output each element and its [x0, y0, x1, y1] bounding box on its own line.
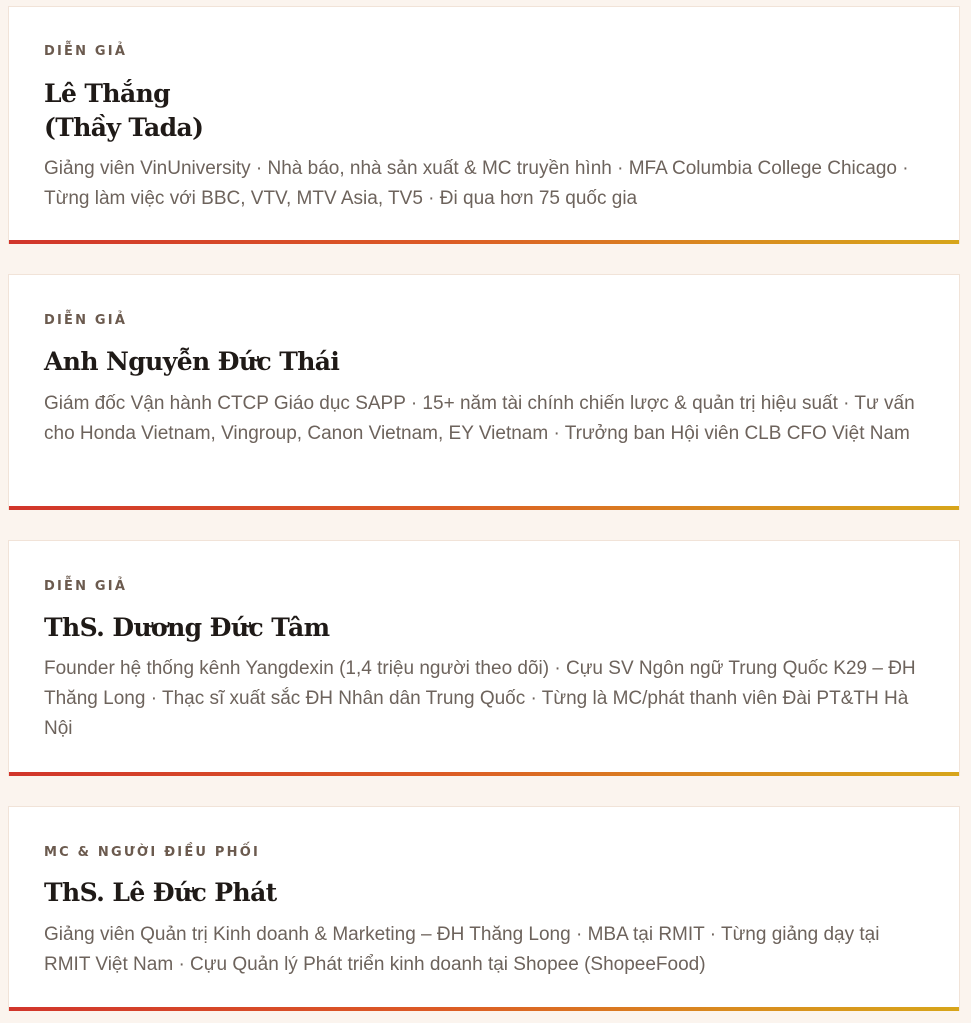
accent-bar [9, 772, 959, 776]
speaker-bio: Founder hệ thống kênh Yangdexin (1,4 triệu người theo dõi) · Cựu SV Ngôn ngữ Trung Quốc K29 – ĐH Thăng Long · Thạc sĩ xuất sắc ĐH Nhân dân Trung Quốc · Từng là MC/phát thanh viên Đài PT&TH Hà Nội [44, 658, 916, 739]
speaker-role: DIỄN GIẢ [44, 579, 128, 594]
speaker-card [8, 274, 960, 510]
speaker-bio: Giám đốc Vận hành CTCP Giáo dục SAPP · 15+ năm tài chính chiến lược & quản trị hiệu suất · Tư vấn cho Honda Vietnam, Vingroup, Canon Vietnam, EY Vietnam · Trưởng ban Hội viên CLB CFO Việt Nam [44, 393, 915, 444]
accent-bar [9, 1007, 959, 1011]
speaker-name: ThS. Dương Đức Tâm [44, 613, 330, 642]
speaker-role: DIỄN GIẢ [44, 44, 128, 59]
speaker-bio: Giảng viên Quản trị Kinh doanh & Marketing – ĐH Thăng Long · MBA tại RMIT · Từng giảng dạy tại RMIT Việt Nam · Cựu Quản lý Phát triển kinh doanh tại Shopee (ShopeeFood) [44, 924, 880, 975]
accent-bar [9, 506, 959, 510]
speaker-role: DIỄN GIẢ [44, 313, 128, 328]
speaker-name: Lê Thắng (Thầy Tada) [44, 79, 204, 142]
speaker-role: MC & NGƯỜI ĐIỀU PHỐI [44, 845, 260, 860]
speaker-name: Anh Nguyễn Đức Thái [44, 347, 340, 376]
accent-bar [9, 240, 959, 244]
speaker-bio: Giảng viên VinUniversity · Nhà báo, nhà sản xuất & MC truyền hình · MFA Columbia College Chicago · Từng làm việc với BBC, VTV, MTV Asia, TV5 · Đi qua hơn 75 quốc gia [44, 158, 909, 209]
speaker-card [8, 806, 960, 1011]
speaker-card [8, 6, 960, 244]
speaker-name: ThS. Lê Đức Phát [44, 878, 277, 907]
speaker-card [8, 540, 960, 776]
